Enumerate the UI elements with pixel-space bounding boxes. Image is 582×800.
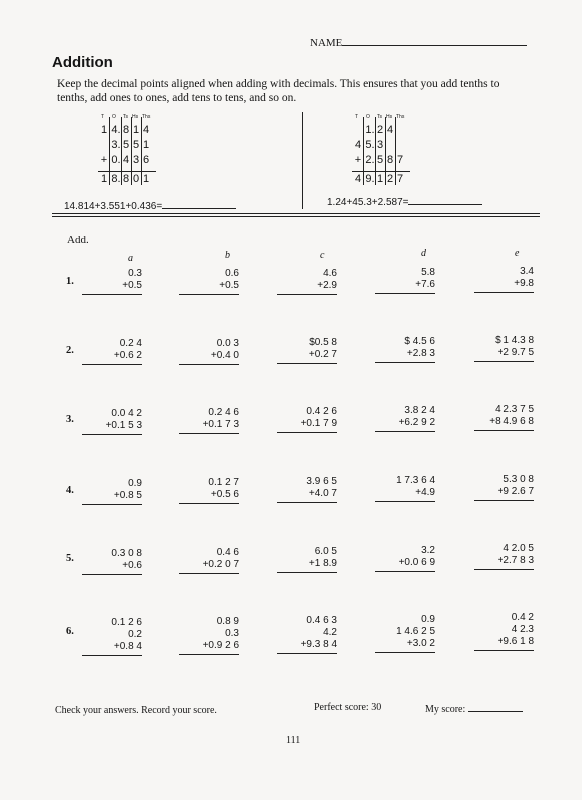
example-divider [302, 112, 303, 209]
digit: 3 [376, 139, 384, 151]
header-thousandths: Ths [396, 114, 405, 120]
answer-line[interactable] [179, 503, 239, 504]
problem-6a [82, 617, 142, 656]
addend: +0.5 [219, 280, 239, 291]
problem-2b [179, 338, 239, 365]
digit: 3 [132, 154, 140, 166]
addend: +4.0 7 [308, 488, 337, 499]
answer-line[interactable] [179, 364, 239, 365]
problem-4e [474, 474, 534, 501]
problem-5e [474, 543, 534, 570]
section-divider [52, 216, 540, 217]
addend: 0.2 [128, 629, 142, 640]
addend: +0.2 0 7 [202, 559, 239, 570]
example-1-chart [98, 114, 158, 186]
addend: +0.4 0 [210, 350, 239, 361]
name-label: NAME [310, 37, 343, 49]
my-score-label: My score: [425, 704, 466, 715]
digit: 2 [376, 124, 384, 136]
addend: 3.2 [421, 545, 435, 556]
digit: + [354, 154, 362, 166]
problem-2c [277, 337, 337, 364]
addend: +2.9 [317, 280, 337, 291]
sum-digit: 8 [122, 173, 130, 185]
addend: 0.3 [225, 628, 239, 639]
addend: +2.8 3 [406, 348, 435, 359]
answer-line[interactable] [474, 650, 534, 651]
header-tenths: Ts [123, 114, 128, 120]
problem-2d [375, 336, 435, 363]
row-number: 3. [66, 414, 74, 425]
name-field [310, 34, 527, 49]
addend: +0.1 7 9 [300, 418, 337, 429]
problem-6c [277, 615, 337, 654]
digit: 5 [132, 139, 140, 151]
digit: 4. [111, 124, 121, 136]
digit: 0. [111, 154, 121, 166]
addend: 4 2.3 [511, 624, 534, 635]
answer-line[interactable] [82, 504, 142, 505]
digit: 5 [376, 154, 384, 166]
addend: 4.6 [323, 268, 337, 279]
addend: 0.8 9 [216, 616, 239, 627]
problem-4c [277, 476, 337, 503]
answer-line[interactable] [179, 654, 239, 655]
example-1-equation [64, 199, 236, 212]
answer-line[interactable] [179, 573, 239, 574]
problem-1e [474, 266, 534, 293]
digit: 1 [142, 139, 150, 151]
addend: 0.1 2 7 [208, 477, 239, 488]
header-ones: O [366, 114, 370, 120]
addend: +2 9.7 5 [497, 347, 534, 358]
answer-line[interactable] [82, 294, 142, 295]
addend: 0.9 [421, 614, 435, 625]
example-2-equation [327, 195, 482, 208]
problem-3d [375, 405, 435, 432]
answer-line[interactable] [179, 294, 239, 295]
digit: 8 [122, 124, 130, 136]
problem-4b [179, 477, 239, 504]
addend: +9.6 1 8 [497, 636, 534, 647]
row-number: 1. [66, 276, 74, 287]
sum-digit: 1 [100, 173, 108, 185]
addend: 1 4.6 2 5 [396, 626, 435, 637]
equation-text: 14.814+3.551+0.436= [64, 201, 163, 212]
addend: 6.0 5 [314, 546, 337, 557]
addend: +0.6 [122, 560, 142, 571]
row-number: 2. [66, 345, 74, 356]
addend: 1 7.3 6 4 [396, 475, 435, 486]
addend: +0.1 5 3 [105, 420, 142, 431]
addend: $ 1 4.3 8 [495, 335, 534, 346]
digit: + [100, 154, 108, 166]
addend: 0.1 2 6 [111, 617, 142, 628]
header-ones: O [112, 114, 116, 120]
addend: +0.1 7 3 [202, 419, 239, 430]
intro-text: Keep the decimal points aligned when adding with decimals. This ensures that you add tenths to tenths, add ones to ones, add tens to tens, and so on. [57, 78, 500, 104]
digit: 5 [122, 139, 130, 151]
answer-line[interactable] [375, 501, 435, 502]
problem-2e [474, 335, 534, 362]
addend: 4 2.3 7 5 [495, 404, 534, 415]
addend: +0.5 6 [210, 489, 239, 500]
answer-line[interactable] [474, 569, 534, 570]
problem-4d [375, 475, 435, 502]
digit: 4 [386, 124, 394, 136]
addend: 0.9 [128, 478, 142, 489]
my-score-field [425, 702, 523, 715]
problem-1b [179, 268, 239, 295]
name-blank[interactable] [342, 34, 527, 46]
problem-6e [474, 612, 534, 651]
addend: 4.2 [323, 627, 337, 638]
digit: 7 [396, 154, 404, 166]
addend: 0.2 4 6 [208, 407, 239, 418]
digit: 3. [111, 139, 121, 151]
problem-1c [277, 268, 337, 295]
addend: 3.8 2 4 [404, 405, 435, 416]
answer-line[interactable] [277, 572, 337, 573]
answer-line[interactable] [375, 652, 435, 653]
answer-line[interactable] [474, 430, 534, 431]
addend: +1 8.9 [308, 558, 337, 569]
digit: 1 [132, 124, 140, 136]
header-hundredths: Hs [132, 114, 139, 120]
answer-line[interactable] [277, 502, 337, 503]
answer-line[interactable] [82, 574, 142, 575]
addend: 0.3 [128, 268, 142, 279]
problem-2a [82, 338, 142, 365]
addend: 0.4 6 3 [306, 615, 337, 626]
answer-line[interactable] [375, 571, 435, 572]
addend: +6.2 9 2 [398, 417, 435, 428]
page-title: Addition [52, 54, 113, 71]
answer-line[interactable] [82, 655, 142, 656]
header-tenths: Ts [377, 114, 382, 120]
header-tens: T [101, 114, 105, 120]
addend: +0.5 [122, 280, 142, 291]
digit: 1 [100, 124, 108, 136]
addend: +4.9 [415, 487, 435, 498]
addend: +0.0 6 9 [398, 557, 435, 568]
problem-3c [277, 406, 337, 433]
addend: 3.9 6 5 [306, 476, 337, 487]
problem-1d [375, 267, 435, 294]
problem-3a [82, 408, 142, 435]
addend: $ 4.5 6 [404, 336, 435, 347]
answer-line[interactable] [277, 432, 337, 433]
addend: 0.2 4 [119, 338, 142, 349]
addend: +9.3 8 4 [300, 639, 337, 650]
section-label: Add. [67, 234, 89, 246]
answer-line[interactable] [375, 293, 435, 294]
addend: 0.6 [225, 268, 239, 279]
digit: 4 [354, 139, 362, 151]
problem-6b [179, 616, 239, 655]
addend: 0.4 2 6 [306, 406, 337, 417]
problem-1a [82, 268, 142, 295]
equation-text: 1.24+45.3+2.587= [327, 197, 409, 208]
column-head-e: e [515, 248, 520, 259]
row-number: 6. [66, 626, 74, 637]
addend: +2.7 8 3 [497, 555, 534, 566]
addend: 5.8 [421, 267, 435, 278]
answer-line[interactable] [277, 363, 337, 364]
addend: 0.3 0 8 [111, 548, 142, 559]
header-tens: T [355, 114, 359, 120]
addend: 4 2.0 5 [503, 543, 534, 554]
row-number: 4. [66, 485, 74, 496]
addend: +3.0 2 [406, 638, 435, 649]
addend: +0.8 4 [113, 641, 142, 652]
answer-line[interactable] [179, 433, 239, 434]
addend: +8 4.9 6 8 [489, 416, 534, 427]
addend: 0.0 4 2 [111, 408, 142, 419]
digit: 1. [365, 124, 375, 136]
answer-line[interactable] [375, 362, 435, 363]
addend: 0.4 6 [216, 547, 239, 558]
problem-5b [179, 547, 239, 574]
addend: +7.6 [415, 279, 435, 290]
addend: $0.5 8 [309, 337, 337, 348]
digit: 4 [122, 154, 130, 166]
answer-line[interactable] [474, 500, 534, 501]
sum-digit: 7 [396, 173, 404, 185]
addend: +0.8 5 [113, 490, 142, 501]
sum-digit: 1 [376, 173, 384, 185]
answer-line[interactable] [277, 294, 337, 295]
column-head-c: c [320, 250, 325, 261]
addend: 3.4 [520, 266, 534, 277]
answer-blank[interactable] [162, 199, 236, 209]
digit: 4 [142, 124, 150, 136]
addend: +0.6 2 [113, 350, 142, 361]
answer-line[interactable] [277, 653, 337, 654]
problem-5d [375, 545, 435, 572]
problem-5a [82, 548, 142, 575]
answer-line[interactable] [474, 292, 534, 293]
addend: 0.0 3 [216, 338, 239, 349]
sum-digit: 2 [386, 173, 394, 185]
addend: 0.4 2 [511, 612, 534, 623]
addend: +9 2.6 7 [497, 486, 534, 497]
column-head-a: a [128, 253, 133, 264]
answer-line[interactable] [375, 431, 435, 432]
digit: 5. [365, 139, 375, 151]
problem-4a [82, 478, 142, 505]
problem-5c [277, 546, 337, 573]
row-number: 5. [66, 553, 74, 564]
example-2-chart [352, 114, 412, 186]
digit: 6 [142, 154, 150, 166]
sum-digit: 4 [354, 173, 362, 185]
digit: 2. [365, 154, 375, 166]
column-head-d: d [421, 248, 426, 259]
page-number: 111 [286, 735, 301, 746]
problem-6d [375, 614, 435, 653]
addend: 5.3 0 8 [503, 474, 534, 485]
sum-digit: 1 [142, 173, 150, 185]
sum-digit: 9. [365, 173, 375, 185]
my-score-blank[interactable] [468, 702, 523, 712]
section-divider [52, 213, 540, 214]
answer-line[interactable] [474, 361, 534, 362]
addend: +0.9 2 6 [202, 640, 239, 651]
column-head-b: b [225, 250, 230, 261]
answer-line[interactable] [82, 434, 142, 435]
header-thousandths: Ths [142, 114, 151, 120]
problem-3e [474, 404, 534, 431]
addend: +9.8 [514, 278, 534, 289]
problem-3b [179, 407, 239, 434]
check-instructions: Check your answers. Record your score. [55, 705, 217, 716]
sum-digit: 0 [132, 173, 140, 185]
answer-blank[interactable] [408, 195, 482, 205]
addend: +0.2 7 [308, 349, 337, 360]
perfect-score: Perfect score: 30 [314, 702, 382, 713]
sum-digit: 8. [111, 173, 121, 185]
digit: 8 [386, 154, 394, 166]
header-hundredths: Hs [386, 114, 393, 120]
answer-line[interactable] [82, 364, 142, 365]
